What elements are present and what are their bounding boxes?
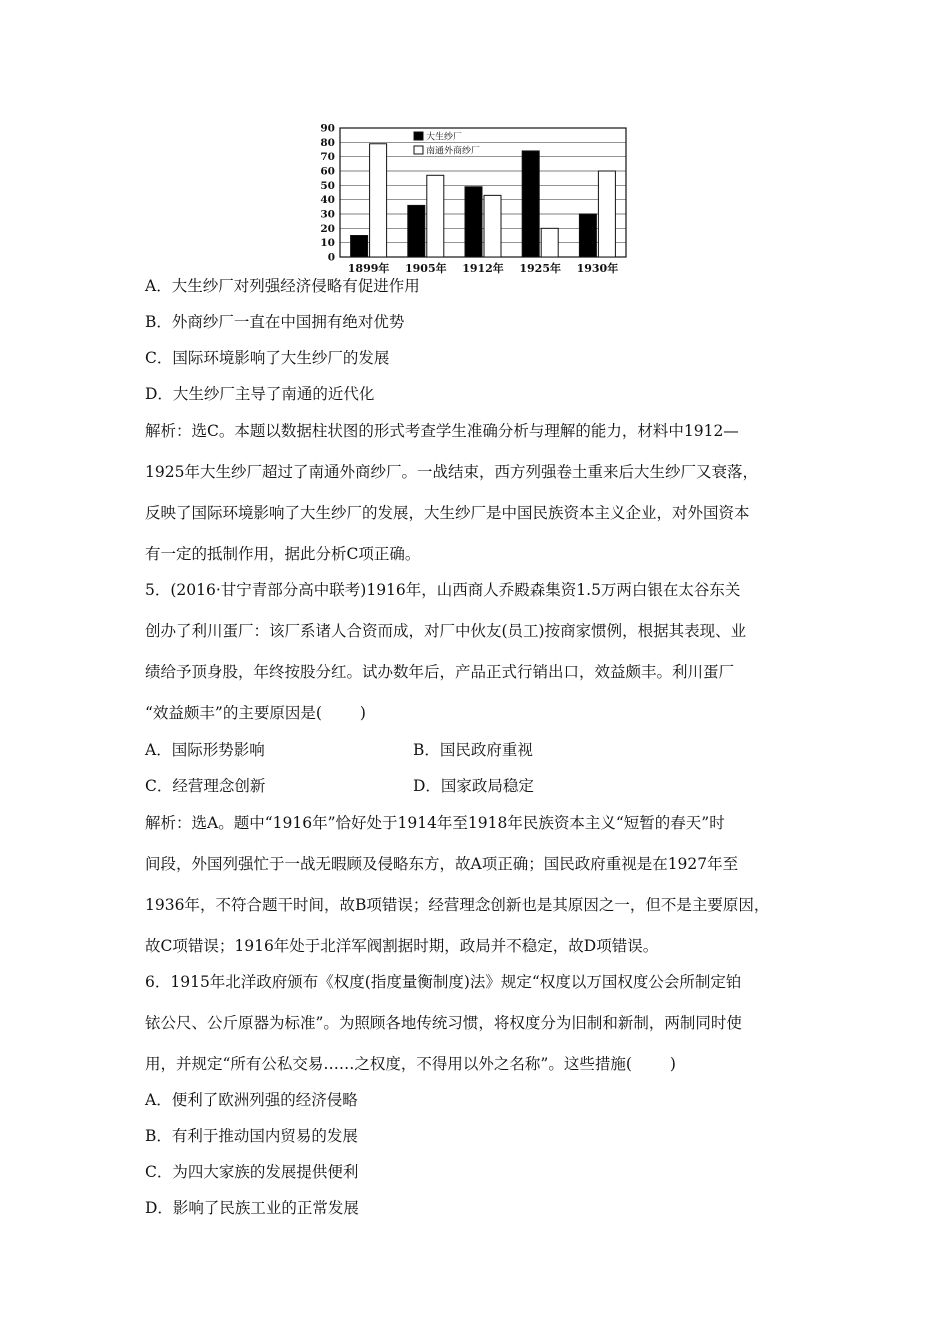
q5-option-b: B．国民政府重视 bbox=[413, 741, 533, 759]
q6-option-b: B．有利于推动国内贸易的发展 bbox=[145, 1127, 358, 1145]
y-tick-label: 10 bbox=[320, 237, 335, 250]
y-tick-label: 80 bbox=[320, 136, 335, 149]
q6-option-a: A．便利了欧洲列强的经济侵略 bbox=[145, 1091, 358, 1109]
q5-stem-line: 5．(2016·甘宁青部分高中联考)1916年，山西商人乔殿森集资1.5万两白银在太谷东关 bbox=[145, 581, 741, 599]
y-tick-label: 40 bbox=[320, 194, 335, 207]
q6-option-d: D．影响了民族工业的正常发展 bbox=[145, 1199, 359, 1217]
bar-chart bbox=[300, 118, 640, 278]
q5-option-a: A．国际形势影响 bbox=[145, 741, 265, 759]
bar-foreign bbox=[370, 144, 387, 257]
q5-option-d: D．国家政局稳定 bbox=[413, 777, 534, 795]
legend-swatch bbox=[414, 146, 423, 154]
bar-foreign bbox=[541, 228, 558, 257]
q6-stem-line: 用，并规定“所有公私交易……之权度，不得用以外之名称”。这些措施( ) bbox=[145, 1055, 676, 1073]
y-tick-label: 0 bbox=[327, 251, 335, 264]
y-tick-label: 50 bbox=[320, 179, 335, 192]
x-tick-label: 1905年 bbox=[404, 262, 447, 275]
bar-foreign bbox=[427, 175, 444, 257]
y-tick-label: 30 bbox=[320, 208, 335, 221]
bar-foreign bbox=[484, 195, 501, 257]
q5-analysis-line: 解析：选A。题中“1916年”恰好处于1914年至1918年民族资本主义“短暂的春天”时 bbox=[145, 814, 725, 832]
legend-swatch bbox=[414, 132, 423, 140]
q5-stem-line: 创办了利川蛋厂：该厂系诸人合资而成，对厂中伙友(员工)按商家惯例，根据其表现、业 bbox=[145, 622, 747, 640]
legend-label: 大生纱厂 bbox=[426, 132, 463, 143]
q5-analysis-line: 间段，外国列强忙于一战无暇顾及侵略东方，故A项正确；国民政府重视是在1927年至 bbox=[145, 855, 739, 873]
q6-option-c: C．为四大家族的发展提供便利 bbox=[145, 1163, 359, 1181]
x-tick-label: 1930年 bbox=[576, 262, 619, 275]
q4-option-d: D．大生纱厂主导了南通的近代化 bbox=[145, 385, 375, 403]
bar-foreign bbox=[598, 171, 615, 257]
bar-dasheng bbox=[465, 187, 482, 257]
y-tick-label: 60 bbox=[320, 165, 335, 178]
q5-option-c: C．经营理念创新 bbox=[145, 777, 266, 795]
x-tick-label: 1899年 bbox=[347, 262, 390, 275]
q4-option-b: B．外商纱厂一直在中国拥有绝对优势 bbox=[145, 313, 405, 331]
q4-analysis-line: 有一定的抵制作用，据此分析C项正确。 bbox=[145, 545, 421, 563]
y-tick-label: 20 bbox=[320, 222, 335, 235]
bar-dasheng bbox=[522, 151, 539, 257]
q4-analysis-line: 反映了国际环境影响了大生纱厂的发展，大生纱厂是中国民族资本主义企业，对外国资本 bbox=[145, 504, 750, 522]
bar-dasheng bbox=[351, 236, 368, 258]
y-tick-label: 90 bbox=[320, 122, 335, 135]
q6-stem-line: 铱公尺、公斤原器为标准”。为照顾各地传统习惯，将权度分为旧制和新制，两制同时使 bbox=[145, 1014, 742, 1032]
q6-stem-line: 6．1915年北洋政府颁布《权度(指度量衡制度)法》规定“权度以万国权度公会所制定铂 bbox=[145, 973, 742, 991]
q5-analysis-line: 1936年，不符合题干时间，故B项错误；经营理念创新也是其原因之一，但不是主要原因， bbox=[145, 896, 770, 914]
q5-stem-line: 绩给予顶身股，年终按股分红。试办数年后，产品正式行销出口，效益颇丰。利川蛋厂 bbox=[145, 663, 735, 681]
q5-analysis-line: 故C项错误；1916年处于北洋军阀割据时期，政局并不稳定，故D项错误。 bbox=[145, 937, 659, 955]
x-tick-label: 1912年 bbox=[462, 262, 504, 275]
q4-analysis-line: 解析：选C。本题以数据柱状图的形式考查学生准确分析与理解的能力，材料中1912— bbox=[145, 422, 739, 440]
x-tick-label: 1925年 bbox=[519, 262, 562, 275]
q5-stem-line: “效益颇丰”的主要原因是( ) bbox=[145, 704, 366, 722]
bar-dasheng bbox=[408, 205, 425, 257]
y-tick-label: 70 bbox=[320, 151, 335, 164]
q4-option-c: C．国际环境影响了大生纱厂的发展 bbox=[145, 349, 390, 367]
bar-dasheng bbox=[579, 214, 596, 257]
q4-analysis-line: 1925年大生纱厂超过了南通外商纱厂。一战结束，西方列强卷土重来后大生纱厂又衰落， bbox=[145, 463, 758, 481]
q4-option-a: A．大生纱厂对列强经济侵略有促进作用 bbox=[145, 277, 420, 295]
legend-label: 南通外商纱厂 bbox=[426, 146, 481, 157]
